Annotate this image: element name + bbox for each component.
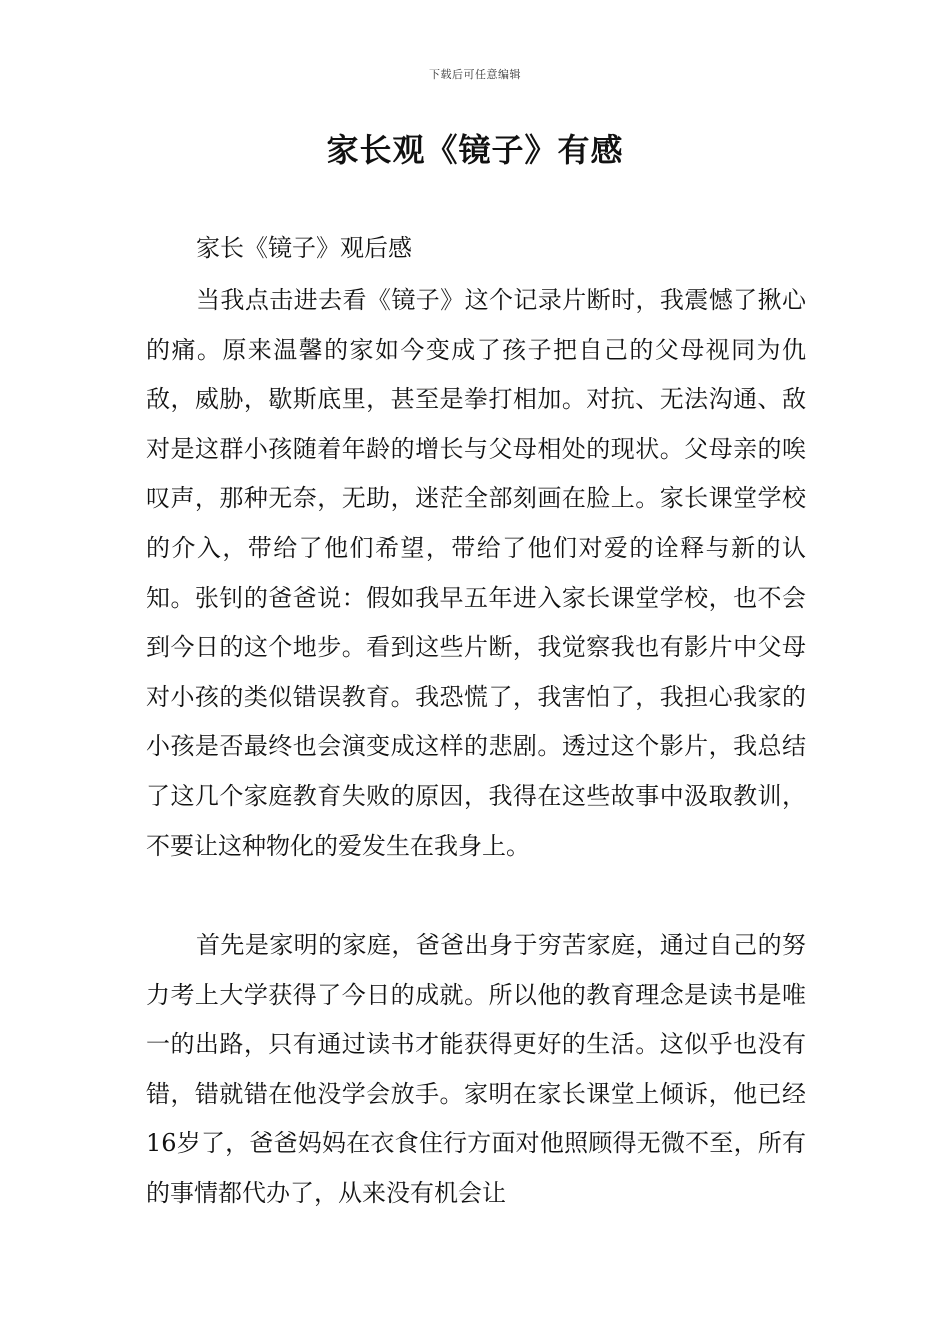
body-paragraph: 首先是家明的家庭，爸爸出身于穷苦家庭，通过自己的努力考上大学获得了今日的成就。所以他的教育理念是读书是唯一的出路，只有通过读书才能获得更好的生活。这似乎也没有错，错就错在他没学会放手。家明在家长课堂上倾诉，他已经16岁了，爸爸妈妈在衣食住行方面对他照顾得无微不至，所有的事情都代办了，从来没有机会让 xyxy=(146,931,806,1207)
document-subtitle: 家长《镜子》观后感 xyxy=(196,234,412,262)
body-paragraph: 当我点击进去看《镜子》这个记录片断时，我震憾了揪心的痛。原来温馨的家如今变成了孩子把自己的父母视同为仇敌，威胁，歇斯底里，甚至是拳打相加。对抗、无法沟通、敌对是这群小孩随着年龄的增长与父母相处的现状。父母亲的唉叹声，那种无奈，无助，迷茫全部刻画在脸上。家长课堂学校的介入，带给了他们希望，带给了他们对爱的诠释与新的认知。张钊的爸爸说：假如我早五年进入家长课堂学校，也不会到今日的这个地步。看到这些片断，我觉察我也有影片中父母对小孩的类似错误教育。我恐慌了，我害怕了，我担心我家的小孩是否最终也会演变成这样的悲剧。透过这个影片，我总结了这几个家庭教育失败的原因，我得在这些故事中汲取教训，不要让这种物化的爱发生在我身上。 xyxy=(146,286,806,860)
document-title: 家长观《镜子》有感 xyxy=(326,131,624,169)
header-note: 下载后可任意编辑 xyxy=(429,68,521,81)
